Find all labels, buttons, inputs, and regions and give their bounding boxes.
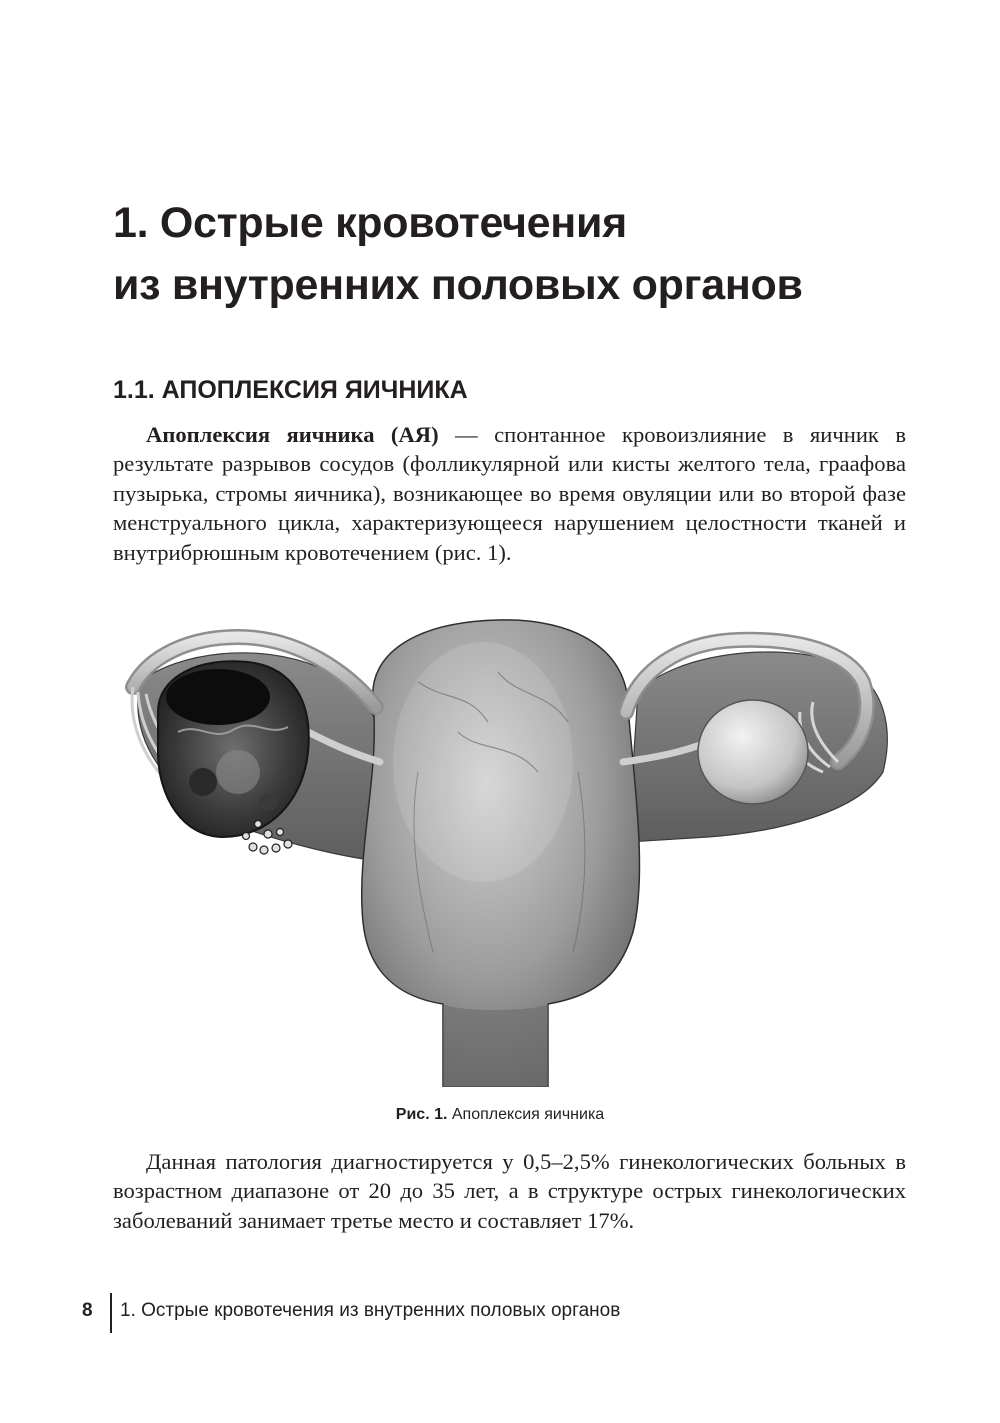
ovary-apoplexy-illustration [118,612,898,1087]
right-ovary [698,700,808,804]
page-footer [0,1293,1000,1333]
section-title: 1.1. АПОПЛЕКСИЯ ЯИЧНИКА [113,376,468,404]
uterus-illustration-svg [118,612,898,1087]
chapter-title-line-2: из внутренних половых органов [113,261,803,309]
chapter-title [113,192,913,316]
statistics-paragraph [113,1147,906,1235]
figure-caption-text: Апоплексия яичника [447,1106,605,1123]
cervix [443,1004,548,1087]
definition-term: Апоплексия яичника (АЯ) [146,422,439,447]
page-number: 8 [82,1300,93,1321]
running-title: 1. Острые кровотечения из внутренних половых органов [120,1300,621,1321]
definition-text: — спонтанное кровоизлияние в яичник в результате разрывов сосудов (фолликулярной или кисты желтого тела, граафова пузырька, стромы яичника), возникающее во время овуляции или во второй фазе менструального цикла, характеризующееся нарушением целостности тканей и внутрибрюшным кровотечением (рис. 1). [113,422,906,565]
chapter-title-line-1: 1. Острые кровотечения [113,199,627,247]
statistics-text: Данная патология диагностируется у 0,5–2,5% гинекологических больных в возрастном диапазоне от 20 до 35 лет, а в структуре острых гинекологических заболеваний занимает третье место и составляет 17%. [113,1149,906,1233]
definition-paragraph [113,420,906,567]
figure-label: Рис. 1. [395,1106,448,1123]
footer-divider [110,1293,112,1333]
figure-caption [0,1104,1000,1126]
